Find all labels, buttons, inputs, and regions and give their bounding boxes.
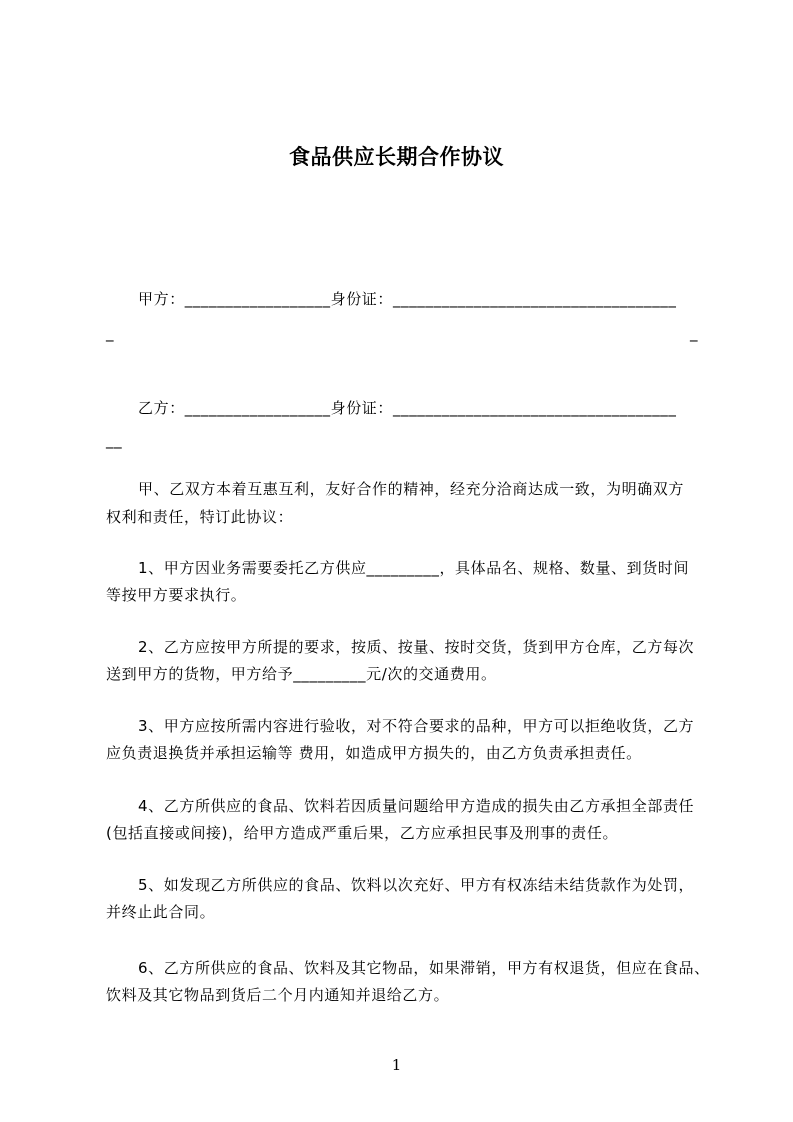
page-number: 1 (391, 1056, 402, 1074)
document-title: 食品供应长期合作协议 (289, 145, 504, 169)
clause-5-line-1: 5、如发现乙方所供应的食品、饮料以次充好、甲方有权冻结未结货款作为处罚， (138, 876, 695, 894)
preamble-line-2: 权利和责任，特订此协议： (106, 508, 294, 526)
party-a-line: 甲方：__________________身份证：___________________________________ (138, 290, 677, 308)
clause-3-line-2: 应负责退换货并承担运输等 费用，如造成甲方损失的，由乙方负责承担责任。 (106, 744, 642, 762)
clause-2-line-1: 2、乙方应按甲方所提的要求，按质、按量、按时交货，货到甲方仓库，乙方每次 (138, 638, 695, 656)
clause-5-line-2: 并终止此合同。 (106, 903, 216, 921)
preamble-line-1: 甲、乙双方本着互惠互利，友好合作的精神，经充分洽商达成一致，为明确双方 (138, 480, 685, 498)
clause-3-line-1: 3、甲方应按所需内容进行验收，对不符合要求的品种，甲方可以拒绝收货，乙方 (138, 717, 695, 735)
clause-6-line-2: 饮料及其它物品到货后二个月内通知并退给乙方。 (106, 986, 450, 1004)
clause-4-line-1: 4、乙方所供应的食品、饮料若因质量问题给甲方造成的损失由乙方承担全部责任 (138, 797, 695, 815)
clause-2-line-2: 送到甲方的货物，甲方给予_________元/次的交通费用。 (106, 665, 497, 683)
party-a-continuation-right: _ (690, 324, 699, 342)
party-a-continuation-left: _ (106, 324, 115, 342)
clause-1-line-1: 1、甲方因业务需要委托乙方供应_________，具体品名、规格、数量、到货时间 (138, 559, 690, 577)
party-b-continuation: __ (106, 431, 123, 449)
clause-4-line-2: (包括直接或间接)，给甲方造成严重后果，乙方应承担民事及刑事的责任。 (106, 824, 619, 842)
clause-1-line-2: 等按甲方要求执行。 (106, 586, 247, 604)
party-b-line: 乙方：__________________身份证：___________________________________ (138, 399, 677, 417)
clause-6-line-1: 6、乙方所供应的食品、饮料及其它物品，如果滞销，甲方有权退货，但应在食品、 (138, 959, 710, 977)
